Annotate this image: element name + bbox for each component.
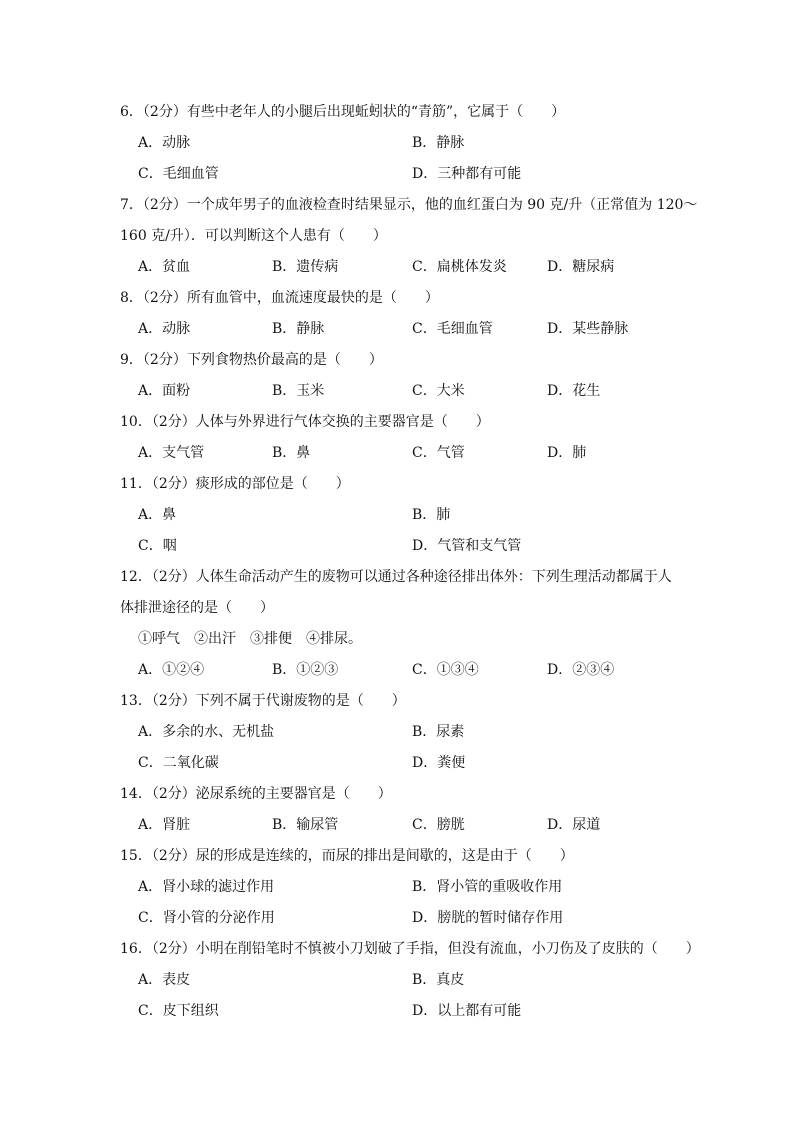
answer-option[interactable]: C．膀胱 bbox=[412, 817, 465, 833]
answer-option[interactable]: C．大米 bbox=[412, 383, 465, 399]
answer-option[interactable]: D．三种都有可能 bbox=[412, 166, 522, 182]
question-stem: 体排泄途径的是（ ） bbox=[120, 600, 274, 616]
answer-option[interactable]: A．肾小球的滤过作用 bbox=[138, 879, 275, 895]
answer-option[interactable]: B．①②③ bbox=[272, 662, 339, 678]
answer-option[interactable]: A．鼻 bbox=[138, 507, 177, 523]
answer-option[interactable]: B．遗传病 bbox=[272, 259, 339, 275]
answer-option[interactable]: B．肾小管的重吸收作用 bbox=[412, 879, 563, 895]
answer-option[interactable]: B．尿素 bbox=[412, 724, 465, 740]
answer-option[interactable]: A．多余的水、无机盐 bbox=[138, 724, 275, 740]
question-stem: 6．（2分）有些中老年人的小腿后出现蚯蚓状的“青筋”，它属于（ ） bbox=[120, 104, 566, 120]
question-stem: 11．（2分）痰形成的部位是（ ） bbox=[120, 476, 350, 492]
answer-option[interactable]: C．二氧化碳 bbox=[138, 755, 219, 771]
question-statement-list: ①呼气 ②出汗 ③排便 ④排尿。 bbox=[138, 631, 362, 647]
answer-option[interactable]: B．肺 bbox=[412, 507, 451, 523]
answer-option[interactable]: C．毛细血管 bbox=[412, 321, 493, 337]
answer-option[interactable]: A．贫血 bbox=[138, 259, 191, 275]
question-stem: 12．（2分）人体生命活动产生的废物可以通过各种途径排出体外：下列生理活动都属于人 bbox=[120, 569, 672, 585]
question-stem: 16．（2分）小明在削铅笔时不慎被小刀划破了手指，但没有流血，小刀伤及了皮肤的（ ） bbox=[120, 941, 700, 957]
answer-option[interactable]: A．肾脏 bbox=[138, 817, 191, 833]
answer-option[interactable]: D．花生 bbox=[547, 383, 601, 399]
question-stem: 7．（2分）一个成年男子的血液检查时结果显示，他的血红蛋白为 90 克/升（正常值为 120～ bbox=[120, 197, 698, 213]
answer-option[interactable]: A．面粉 bbox=[138, 383, 191, 399]
answer-option[interactable]: B．输尿管 bbox=[272, 817, 339, 833]
answer-option[interactable]: C．咽 bbox=[138, 538, 177, 554]
answer-option[interactable]: D．某些静脉 bbox=[547, 321, 629, 337]
answer-option[interactable]: D．肺 bbox=[547, 445, 587, 461]
question-stem: 13．（2分）下列不属于代谢废物的是（ ） bbox=[120, 693, 406, 709]
answer-option[interactable]: D．②③④ bbox=[547, 662, 615, 678]
answer-option[interactable]: D．糖尿病 bbox=[547, 259, 615, 275]
answer-option[interactable]: B．玉米 bbox=[272, 383, 325, 399]
answer-option[interactable]: C．扁桃体发炎 bbox=[412, 259, 507, 275]
answer-option[interactable]: B．静脉 bbox=[272, 321, 325, 337]
answer-option[interactable]: D．粪便 bbox=[412, 755, 466, 771]
answer-option[interactable]: B．鼻 bbox=[272, 445, 311, 461]
answer-option[interactable]: D．膀胱的暂时储存作用 bbox=[412, 910, 564, 926]
answer-option[interactable]: D．尿道 bbox=[547, 817, 601, 833]
question-stem: 15．（2分）尿的形成是连续的，而尿的排出是间歇的，这是由于（ ） bbox=[120, 848, 574, 864]
answer-option[interactable]: A．动脉 bbox=[138, 321, 191, 337]
question-stem: 14．（2分）泌尿系统的主要器官是（ ） bbox=[120, 786, 392, 802]
answer-option[interactable]: B．真皮 bbox=[412, 972, 465, 988]
question-stem: 160 克/升）．可以判断这个人患有（ ） bbox=[120, 228, 387, 244]
answer-option[interactable]: C．毛细血管 bbox=[138, 166, 219, 182]
question-stem: 10．（2分）人体与外界进行气体交换的主要器官是（ ） bbox=[120, 414, 490, 430]
answer-option[interactable]: A．①②④ bbox=[138, 662, 205, 678]
answer-option[interactable]: C．肾小管的分泌作用 bbox=[138, 910, 275, 926]
answer-option[interactable]: C．气管 bbox=[412, 445, 465, 461]
answer-option[interactable]: D．气管和支气管 bbox=[412, 538, 522, 554]
answer-option[interactable]: A．表皮 bbox=[138, 972, 191, 988]
answer-option[interactable]: B．静脉 bbox=[412, 135, 465, 151]
answer-option[interactable]: C．①③④ bbox=[412, 662, 479, 678]
answer-option[interactable]: D．以上都有可能 bbox=[412, 1003, 522, 1019]
question-stem: 9．（2分）下列食物热价最高的是（ ） bbox=[120, 352, 383, 368]
answer-option[interactable]: A．动脉 bbox=[138, 135, 191, 151]
question-stem: 8．（2分）所有血管中，血流速度最快的是（ ） bbox=[120, 290, 439, 306]
answer-option[interactable]: A．支气管 bbox=[138, 445, 205, 461]
answer-option[interactable]: C．皮下组织 bbox=[138, 1003, 219, 1019]
